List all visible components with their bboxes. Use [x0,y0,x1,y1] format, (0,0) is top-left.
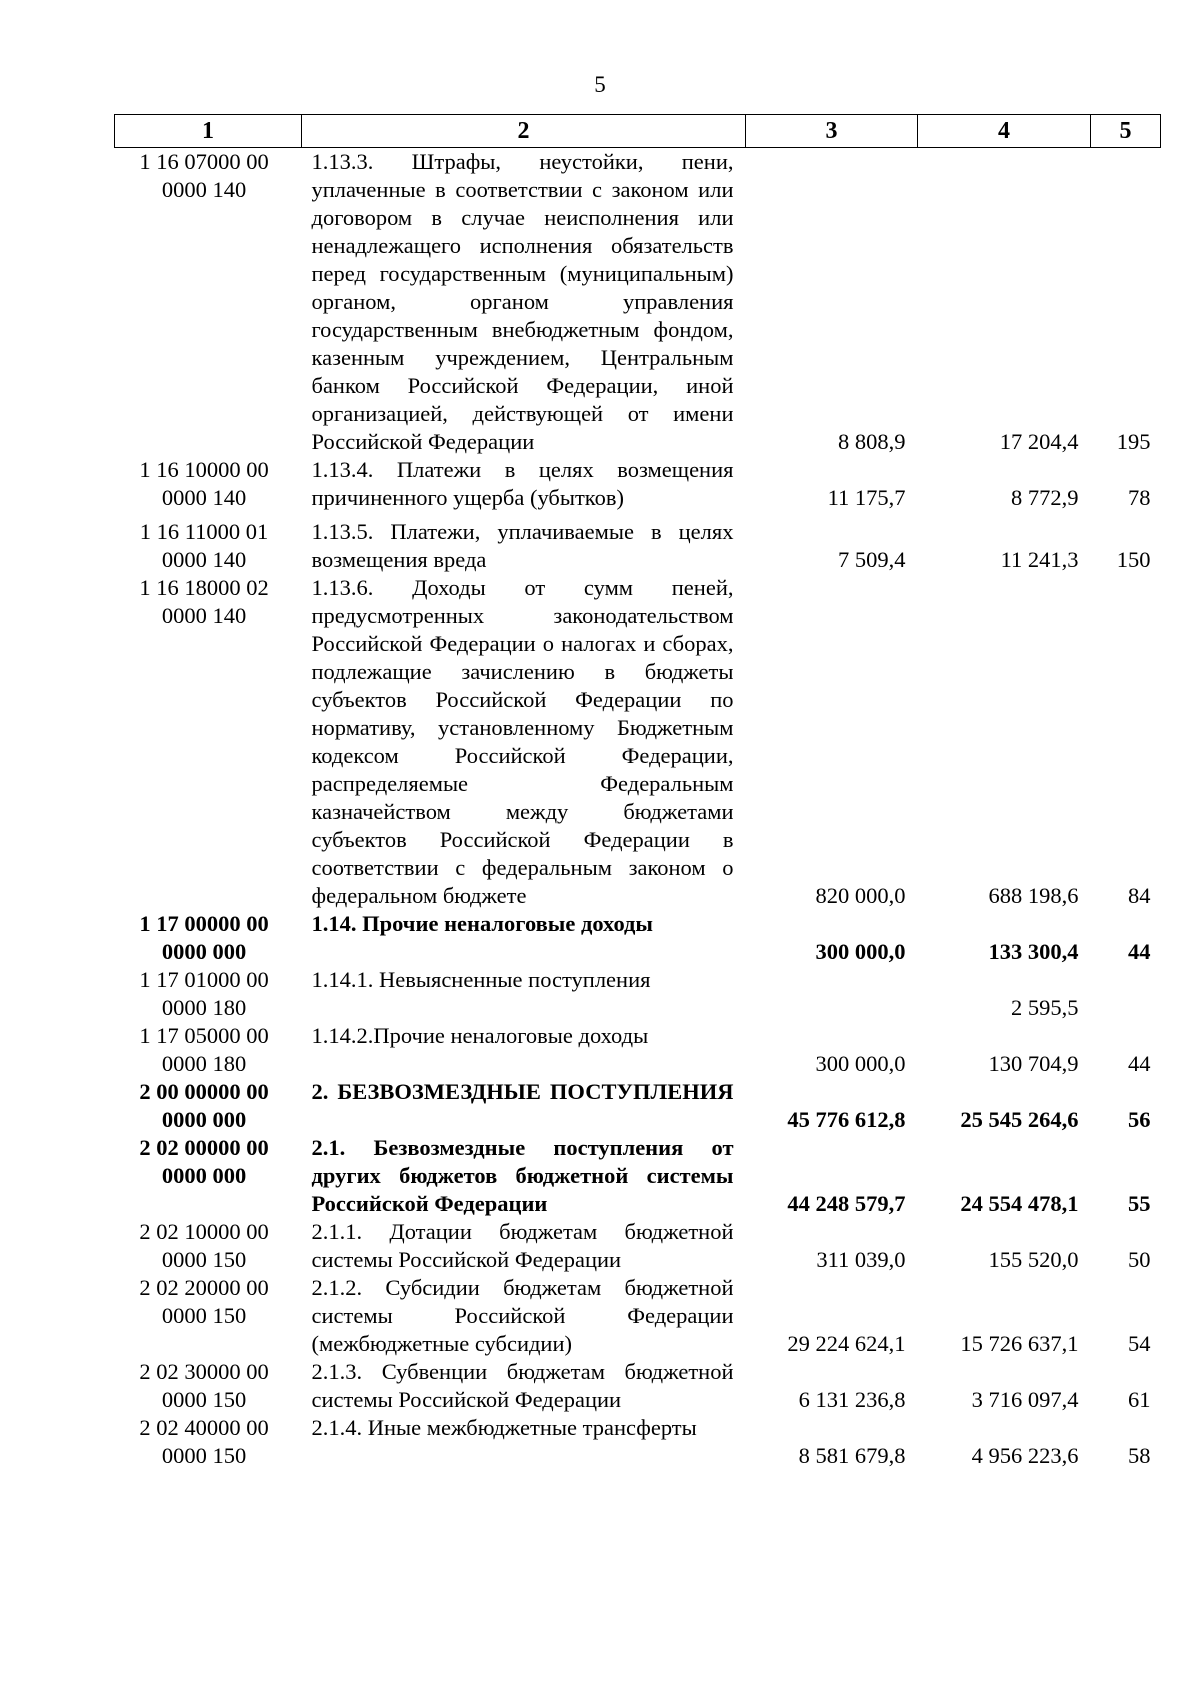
percent-cell: 61 [1128,1387,1151,1412]
percent-cell: 150 [1116,547,1151,572]
percent-cell: 84 [1128,883,1151,908]
plan-amount-cell: 300 000,0 [815,939,906,964]
plan-amount-cell: 300 000,0 [815,1051,906,1076]
budget-code-cell: 1 16 10000 00 0000 140 [139,457,269,510]
income-name-cell: 2.1.1. Дотации бюджетам бюджетной системы Российской Федерации [311,1219,734,1272]
header-col-3: 3 [746,115,918,148]
budget-code-cell: 2 02 40000 00 0000 150 [139,1415,269,1468]
fact-amount-cell: 11 241,3 [1000,547,1079,572]
plan-amount-cell: 6 131 236,8 [798,1387,906,1412]
header-col-5: 5 [1091,115,1161,148]
plan-amount-cell: 8 808,9 [838,429,906,454]
income-name-cell: 1.13.3. Штрафы, неустойки, пени, уплаченные в соответствии с законом или договором в случае неисполнения или ненадлежащего исполнения обязательств перед государственным (муниципальным) органом, органом управления государственным внебюджетным фондом, казенным учреждением, Центральным банком Российской Федерации, иной организацией, действующей от имени Российской Федерации [311,149,734,454]
plan-amount-cell: 8 581 679,8 [798,1443,906,1468]
table-row [115,1274,1161,1358]
table-row [115,518,1161,574]
income-name-cell: 1.14.2.Прочие неналоговые доходы [311,1023,649,1048]
percent-cell: 58 [1128,1443,1151,1468]
table-row [115,456,1161,518]
percent-cell: 195 [1116,429,1151,454]
percent-cell [1091,966,1161,1022]
plan-amount-cell: 45 776 612,8 [787,1107,906,1132]
fact-amount-cell: 155 520,0 [988,1247,1079,1272]
income-name-cell: 1.13.5. Платежи, уплачиваемые в целях возмещения вреда [311,519,734,572]
plan-amount-cell: 11 175,7 [827,485,906,510]
budget-code-cell: 2 00 00000 00 0000 000 [139,1079,269,1132]
table-row [115,1358,1161,1414]
plan-amount-cell: 7 509,4 [838,547,906,572]
income-name-cell: 1.14.1. Невыясненные поступления [311,967,651,992]
budget-code-cell: 2 02 30000 00 0000 150 [139,1359,269,1412]
plan-amount-cell: 311 039,0 [816,1247,906,1272]
fact-amount-cell: 17 204,4 [999,429,1079,454]
budget-code-cell: 1 17 01000 00 0000 180 [139,967,269,1020]
budget-code-cell: 1 17 00000 00 0000 000 [139,911,269,964]
fact-amount-cell: 24 554 478,1 [960,1191,1079,1216]
table-row [115,1218,1161,1274]
budget-code-cell: 1 17 05000 00 0000 180 [139,1023,269,1076]
fact-amount-cell: 3 716 097,4 [971,1387,1079,1412]
fact-amount-cell: 15 726 637,1 [960,1331,1079,1356]
income-name-cell: 2.1.3. Субвенции бюджетам бюджетной системы Российской Федерации [311,1359,734,1412]
budget-revenue-table [114,114,1161,1470]
budget-code-cell: 2 02 20000 00 0000 150 [139,1275,269,1328]
income-name-cell: 2.1. Безвозмездные поступления от других бюджетов бюджетной системы Российской Федерации [311,1135,734,1216]
budget-code-cell: 2 02 10000 00 0000 150 [139,1219,269,1272]
fact-amount-cell: 4 956 223,6 [971,1443,1079,1468]
plan-amount-cell [746,966,918,1022]
budget-code-cell: 1 16 18000 02 0000 140 [139,575,269,628]
plan-amount-cell: 29 224 624,1 [787,1331,906,1356]
header-col-1: 1 [115,115,302,148]
percent-cell: 55 [1128,1191,1151,1216]
budget-code-cell: 1 16 11000 01 0000 140 [139,519,269,572]
budget-code-cell: 2 02 00000 00 0000 000 [139,1135,269,1188]
fact-amount-cell: 2 595,5 [1011,995,1079,1020]
budget-code-cell: 1 16 07000 00 0000 140 [139,149,269,202]
percent-cell: 44 [1128,939,1151,964]
income-name-cell: 1.13.6. Доходы от сумм пеней, предусмотренных законодательством Российской Федерации о налогах и сборах, подлежащие зачислению в бюджеты субъектов Российской Федерации по нормативу, установленному Бюджетным кодексом Российской Федерации, распределяемые Федеральным казначейством между бюджетами субъектов Российской Федерации в соответствии с федеральным законом о федеральном бюджете [311,575,734,908]
table-row [115,1414,1161,1470]
table-body [115,148,1161,1471]
table-row [115,1134,1161,1218]
income-name-cell: 1.14. Прочие неналоговые доходы [311,911,653,936]
income-name-cell: 2. БЕЗВОЗМЕЗДНЫЕ ПОСТУПЛЕНИЯ [311,1079,734,1104]
fact-amount-cell: 8 772,9 [1011,485,1079,510]
income-name-cell: 1.13.4. Платежи в целях возмещения причиненного ущерба (убытков) [311,457,734,510]
table-row [115,148,1161,457]
table-row [115,966,1161,1022]
percent-cell: 78 [1128,485,1151,510]
fact-amount-cell: 133 300,4 [988,939,1079,964]
table-header [115,115,1161,148]
header-col-4: 4 [918,115,1091,148]
fact-amount-cell: 25 545 264,6 [960,1107,1079,1132]
fact-amount-cell: 688 198,6 [988,883,1079,908]
header-col-2: 2 [302,115,746,148]
table-row [115,574,1161,910]
plan-amount-cell: 820 000,0 [815,883,906,908]
table-row [115,1022,1161,1078]
table-row [115,910,1161,966]
percent-cell: 50 [1128,1247,1151,1272]
income-name-cell: 2.1.2. Субсидии бюджетам бюджетной системы Российской Федерации (межбюджетные субсидии) [311,1275,734,1356]
plan-amount-cell: 44 248 579,7 [787,1191,906,1216]
table-row [115,1078,1161,1134]
header-row [115,115,1161,148]
percent-cell: 56 [1128,1107,1151,1132]
fact-amount-cell: 130 704,9 [988,1051,1079,1076]
income-name-cell: 2.1.4. Иные межбюджетные трансферты [311,1415,697,1440]
percent-cell: 54 [1128,1331,1151,1356]
percent-cell: 44 [1128,1051,1151,1076]
page-number: 5 [594,72,606,97]
